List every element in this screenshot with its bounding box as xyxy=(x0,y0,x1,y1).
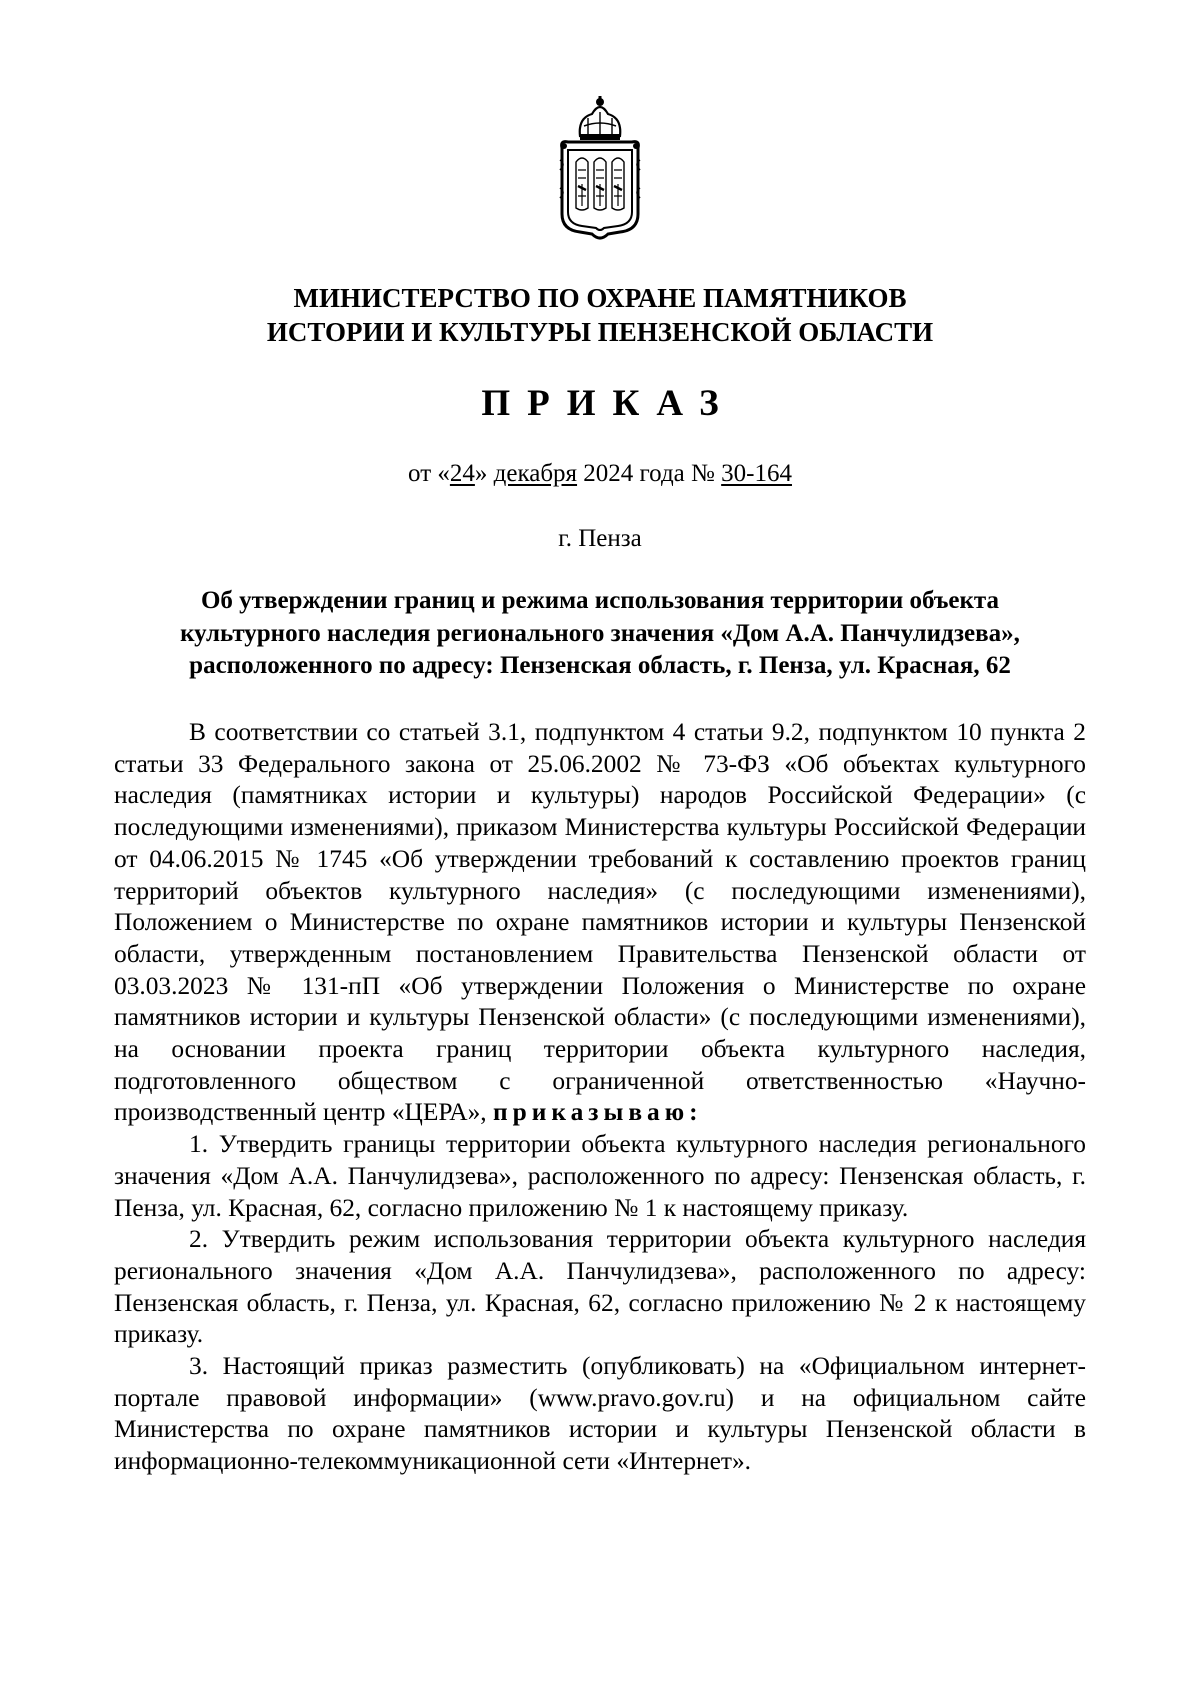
city-name: г. Пенза xyxy=(558,525,642,552)
document-type-title: ПРИКАЗ xyxy=(481,383,736,424)
order-body xyxy=(114,717,1086,1478)
ministry-name-line1: МИНИСТЕРСТВО ПО ОХРАНЕ ПАМЯТНИКОВ xyxy=(293,283,907,313)
preamble-text: В соответствии со статьей 3.1, подпунктом 4 статьи 9.2, подпунктом 10 пункта 2 статьи 33 Федерального закона от 25.06.2002 № 73-ФЗ «Об объектах культурного наследия (памятниках истории и культуры) народов Российской Федерации» (с последующими изменениями), приказом Министерства культуры Российской Федерации от 04.06.2015 № 1745 «Об утверждении требований к составлению проектов границ территорий объектов культурного наследия» (с последующими изменениями), Положением о Министерстве по охране памятников истории и культуры Пензенской области, утвержденным постановлением Правительства Пензенской области от 03.03.2023 № 131-пП «Об утверждении Положения о Министерстве по охране памятников истории и культуры Пензенской области» (с последующими изменениями), на основании проекта границ территории объекта культурного наследия, подготовленного обществом с ограниченной ответственностью «Научно-производственный центр «ЦЕРА», xyxy=(114,718,1086,1127)
order-year: 2024 года № xyxy=(577,460,722,487)
date-mid: » xyxy=(474,460,494,487)
subject-line2: культурного наследия регионального значения «Дом А.А. Панчулидзева», xyxy=(180,619,1020,647)
order-day: 24 xyxy=(449,460,475,487)
subject-line3: расположенного по адресу: Пензенская область, г. Пенза, ул. Красная, 62 xyxy=(189,652,1011,679)
item-2: 2. Утвердить режим использования территории объекта культурного наследия регионального значения «Дом А.А. Панчулидзева», расположенного по адресу: Пензенская область, г. Пенза, ул. Красная, 62, согласно приложению № 2 к настоящему приказу. xyxy=(114,1225,1086,1349)
preamble-paragraph xyxy=(114,717,1086,1129)
ministry-name-line2: ИСТОРИИ И КУЛЬТУРЫ ПЕНЗЕНСКОЙ ОБЛАСТИ xyxy=(266,317,934,347)
subject-line1: Об утверждении границ и режима использования территории объекта xyxy=(200,587,1000,614)
order-subject xyxy=(150,585,1050,683)
order-month: декабря xyxy=(493,460,578,487)
item-3: 3. Настоящий приказ разместить (опубликовать) на «Официальном интернет-портале правовой информации» (www.pravo.gov.ru) и на официальном сайте Министерства по охране памятников истории и культуры Пензенской области в информационно-телекоммуникационной сети «Интернет». xyxy=(114,1352,1086,1476)
item-1: 1. Утвердить границы территории объекта культурного наследия регионального значения «Дом А.А. Панчулидзева», расположенного по адресу: Пензенская область, г. Пенза, ул. Красная, 62, согласно приложению № 1 к настоящему приказу. xyxy=(114,1130,1086,1222)
ministry-name xyxy=(0,281,1200,349)
coat-of-arms-icon xyxy=(558,96,642,242)
date-prefix: от « xyxy=(408,460,450,487)
order-word: приказываю: xyxy=(492,1098,703,1127)
order-date-number xyxy=(0,458,1200,490)
order-number: 30-164 xyxy=(721,460,792,487)
